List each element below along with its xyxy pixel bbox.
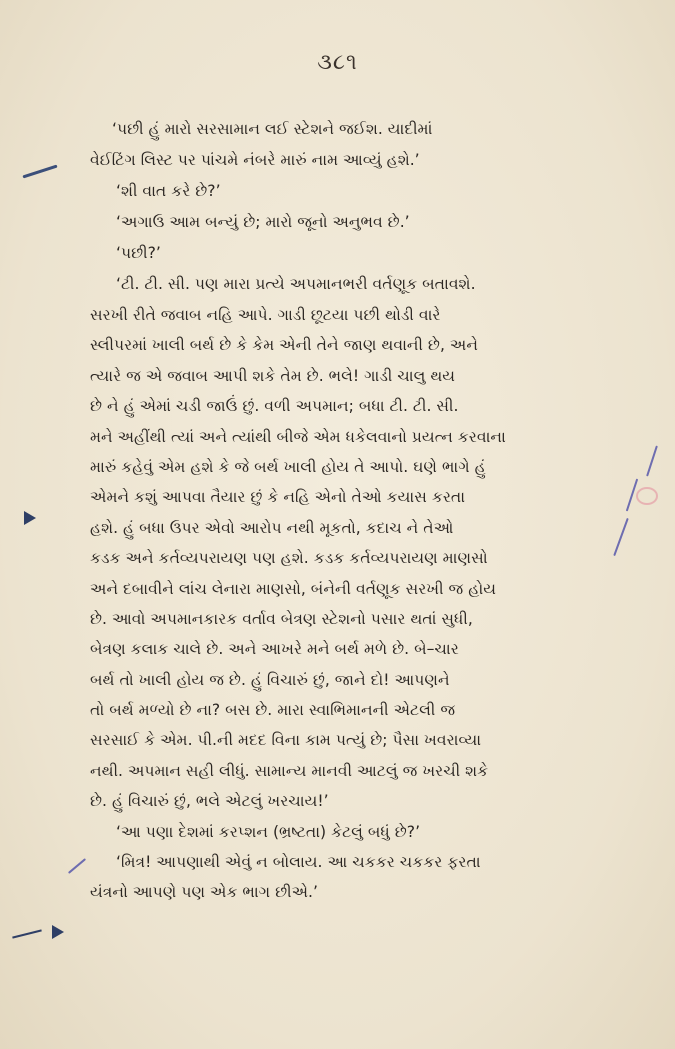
text-line: બેત્રણ કલાક ચાલે છે. અને આખરે મને બર્થ મળે છે. બે–ચાર	[90, 640, 459, 659]
text-line: હશે. હું બધા ઉપર એવો આરોપ નથી મૂકતો, કદાચ ને તેઓ	[90, 518, 454, 537]
margin-slash-mark	[68, 858, 86, 874]
text-line: નથી. અપમાન સહી લીધું. સામાન્ય માનવી આટલું જ ખરચી શકે	[90, 761, 489, 780]
margin-slash-mark	[646, 445, 658, 476]
text-line: અને દબાવીને લાંચ લેનારા માણસો, બંનેની વર્તણૂક સરખી જ હોય	[90, 579, 496, 598]
text-line: એમને કશું આપવા તૈયાર છું કે નહિ એનો તેઓ કયાસ કરતા	[90, 488, 466, 507]
text-line: ‘શી વાત કરે છે?’	[116, 182, 221, 200]
text-line: છે ને હું એમાં ચડી જાઉં છું. વળી અપમાન; બધા ટી. ટી. સી.	[90, 397, 459, 416]
margin-arrow-mark	[52, 925, 64, 939]
text-line: સરખી રીતે જવાબ નહિ આપે. ગાડી છૂટયા પછી થોડી વારે	[90, 306, 441, 324]
margin-slash-mark	[613, 518, 629, 556]
pen-mark	[22, 165, 57, 179]
text-line: ‘અગાઉ આમ બન્યું છે; મારો જૂનો અનુભવ છે.’	[116, 213, 410, 231]
page-number: ૩૮૧	[317, 50, 358, 75]
body-text	[90, 114, 610, 908]
text-line: ‘પછી?’	[116, 244, 161, 262]
text-line: સ્લીપરમાં ખાલી બર્થ છે કે કેમ એની તેને જાણ થવાની છે, અને	[90, 336, 478, 355]
text-line: સરસાઈ કે એમ. પી.ની મદદ વિના કામ પત્યું છે; પૈસા ખવરાવ્યા	[90, 731, 482, 750]
text-line: ‘આ પણા દેશમાં કરપ્શન (ભ્રષ્ટતા) કેટલું બધું છે?’	[116, 822, 421, 841]
text-line: વેઈટિંગ લિસ્ટ પર પાંચમે નંબરે મારું નામ આવ્યું હશે.’	[90, 151, 420, 169]
text-line: બર્થ તો ખાલી હોય જ છે. હું વિચારું છું, જાને દો! આપણને	[90, 670, 450, 689]
text-line: ‘મિત્ર! આપણાથી એવું ન બોલાય. આ ચકકર ચકકર ફરતા	[116, 853, 481, 872]
text-line: તો બર્થ મળ્યો છે ના? બસ છે. મારા સ્વાભિમાનની એટલી જ	[90, 701, 456, 720]
text-line: કડક અને કર્તવ્યપરાયણ પણ હશે. કડક કર્તવ્યપરાયણ માણસો	[90, 549, 488, 568]
text-line: ત્યારે જ એ જવાબ આપી શકે તેમ છે. ભલે! ગાડી ચાલુ થય	[90, 366, 456, 385]
text-line: ‘પછી હું મારો સરસામાન લઈ સ્ટેશને જઈશ. યાદીમાં	[112, 120, 433, 138]
text-line: છે. આવો અપમાનકારક વર્તાવ બેત્રણ સ્ટેશનો પસાર થતાં સુધી,	[90, 609, 473, 628]
text-line: છે. હું વિચારું છું, ભલે એટલું ખરચાય!’	[90, 792, 329, 811]
pen-mark	[12, 929, 42, 938]
margin-arrow-mark	[24, 511, 36, 525]
text-line: ‘ટી. ટી. સી. પણ મારા પ્રત્યે અપમાનભરી વર્તણૂક બતાવશે.	[116, 275, 476, 293]
text-line: મારું કહેવું એમ હશે કે જે બર્થ ખાલી હોય તે આપો. ઘણે ભાગે હું	[90, 457, 486, 476]
text-line: મને અહીંથી ત્યાં અને ત્યાંથી બીજે એમ ધકેલવાનો પ્રયત્ન કરવાના	[90, 427, 506, 446]
margin-circle-mark	[636, 487, 658, 505]
text-line: યંત્રનો આપણે પણ એક ભાગ છીએ.’	[90, 883, 318, 902]
